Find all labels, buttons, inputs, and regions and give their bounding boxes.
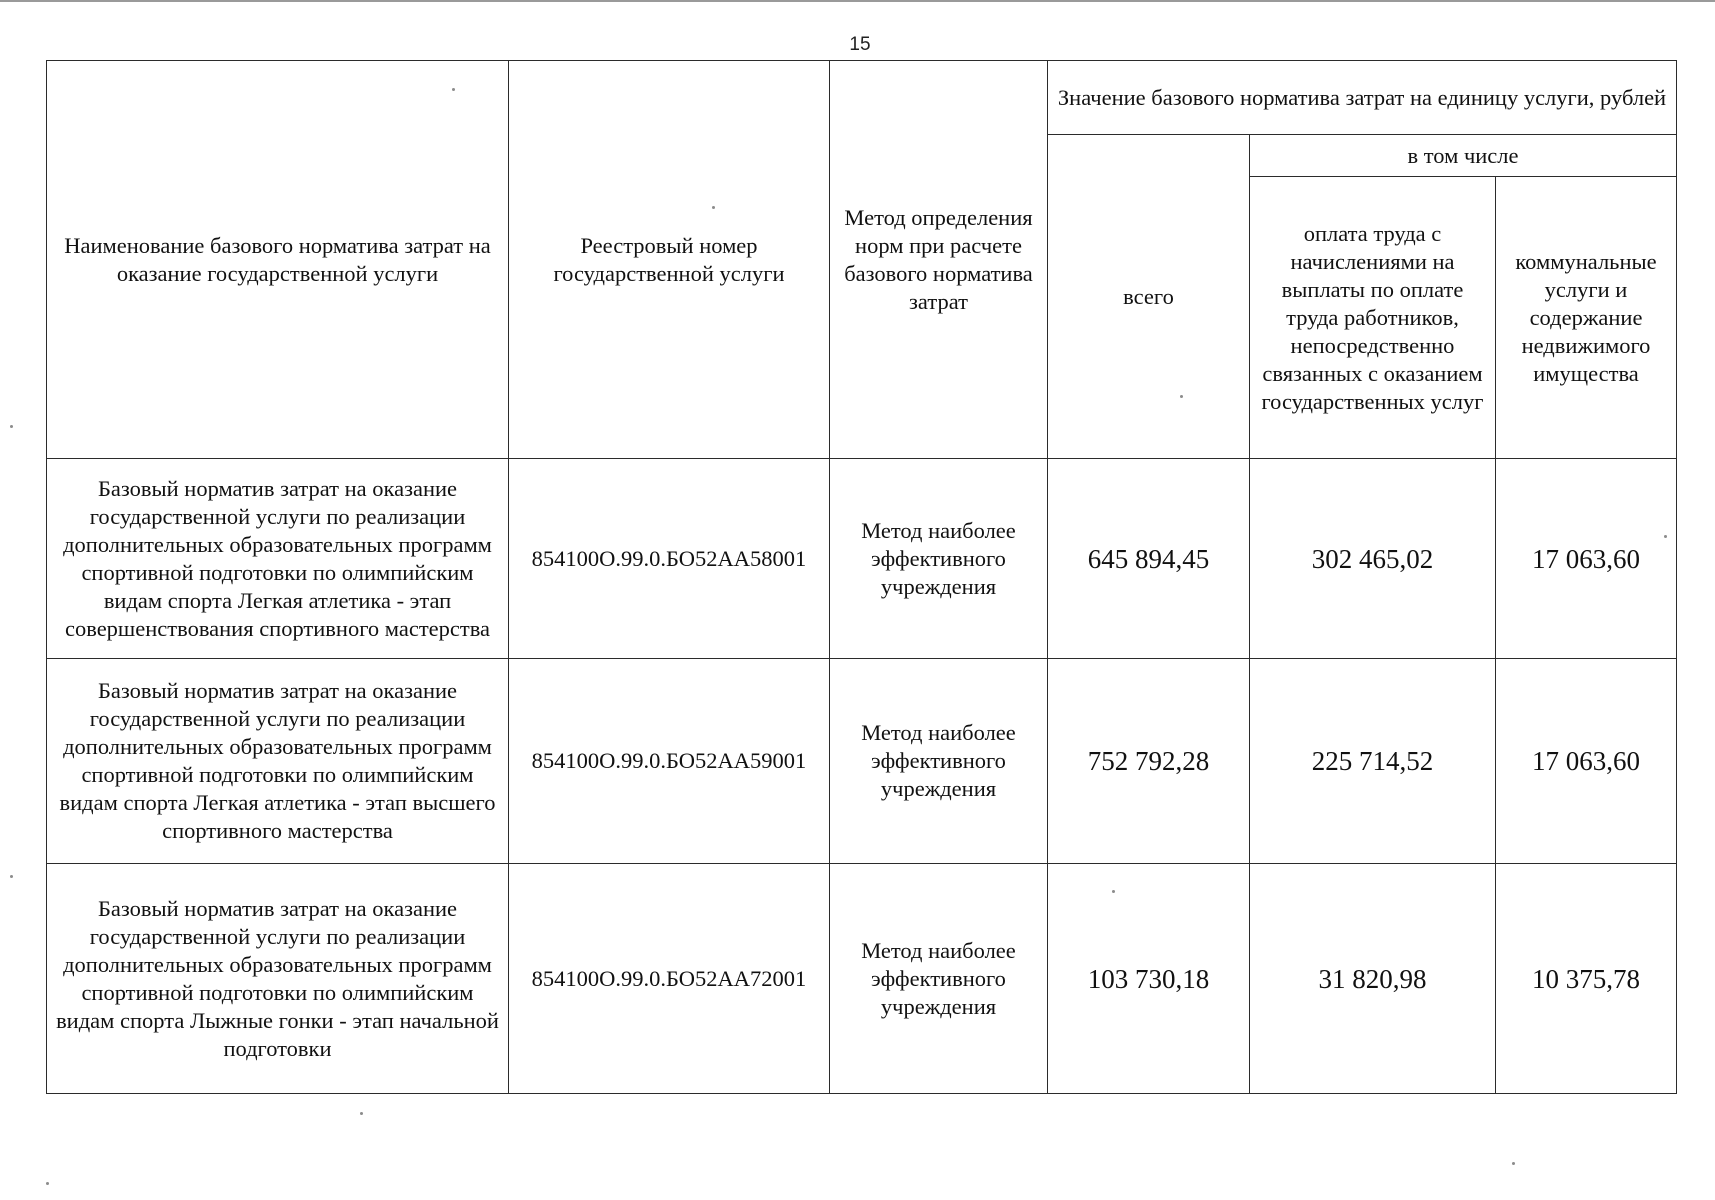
cell-total: 103 730,18 [1048,864,1250,1094]
cell-name: Базовый норматив затрат на оказание государственной услуги по реализации дополнительных образовательных программ спортивной подготовки по олимпийским видам спорта Легкая атлетика - этап совершенствования спортивного мастерства [47,459,509,659]
cell-method: Метод наиболее эффективного учреждения [830,864,1048,1094]
cell-method: Метод наиболее эффективного учреждения [830,459,1048,659]
cell-labor: 302 465,02 [1250,459,1496,659]
cell-registry: 854100О.99.0.БО52АА72001 [509,864,830,1094]
header-method: Метод определения норм при расчете базового норматива затрат [830,61,1048,459]
header-labor: оплата труда с начислениями на выплаты по оплате труда работников, непосредственно связанных с оказанием государственных услуг [1250,177,1496,459]
scan-speck [10,425,13,428]
base-cost-table [46,60,1677,1094]
cell-registry: 854100О.99.0.БО52АА59001 [509,659,830,864]
header-total: всего [1048,135,1250,459]
scan-speck [10,875,13,878]
page-number: 15 [849,34,871,55]
cell-name: Базовый норматив затрат на оказание государственной услуги по реализации дополнительных образовательных программ спортивной подготовки по олимпийским видам спорта Лыжные гонки - этап начальной подготовки [47,864,509,1094]
scan-speck [1180,395,1183,398]
cell-utilities: 17 063,60 [1496,459,1677,659]
scan-speck [1664,535,1667,538]
header-row-top [47,61,1677,135]
cell-total: 752 792,28 [1048,659,1250,864]
header-utilities: коммунальные услуги и содержание недвижимого имущества [1496,177,1677,459]
header-registry: Реестровый номер государственной услуги [509,61,830,459]
header-including: в том числе [1250,135,1677,177]
table-row [47,659,1677,864]
cell-total: 645 894,45 [1048,459,1250,659]
cell-utilities: 10 375,78 [1496,864,1677,1094]
header-value-group: Значение базового норматива затрат на единицу услуги, рублей [1048,61,1677,135]
scan-speck [360,1112,363,1115]
scan-speck [452,88,455,91]
cell-name: Базовый норматив затрат на оказание государственной услуги по реализации дополнительных образовательных программ спортивной подготовки по олимпийским видам спорта Легкая атлетика - этап высшего спортивного мастерства [47,659,509,864]
scan-speck [712,206,715,209]
header-name: Наименование базового норматива затрат на оказание государственной услуги [47,61,509,459]
scan-speck [1112,890,1115,893]
cell-utilities: 17 063,60 [1496,659,1677,864]
top-scan-edge [0,0,1715,2]
scan-speck [1512,1162,1515,1165]
cell-labor: 225 714,52 [1250,659,1496,864]
scan-speck [46,1182,49,1185]
cell-labor: 31 820,98 [1250,864,1496,1094]
cell-method: Метод наиболее эффективного учреждения [830,659,1048,864]
cell-registry: 854100О.99.0.БО52АА58001 [509,459,830,659]
table-row [47,864,1677,1094]
table-row [47,459,1677,659]
